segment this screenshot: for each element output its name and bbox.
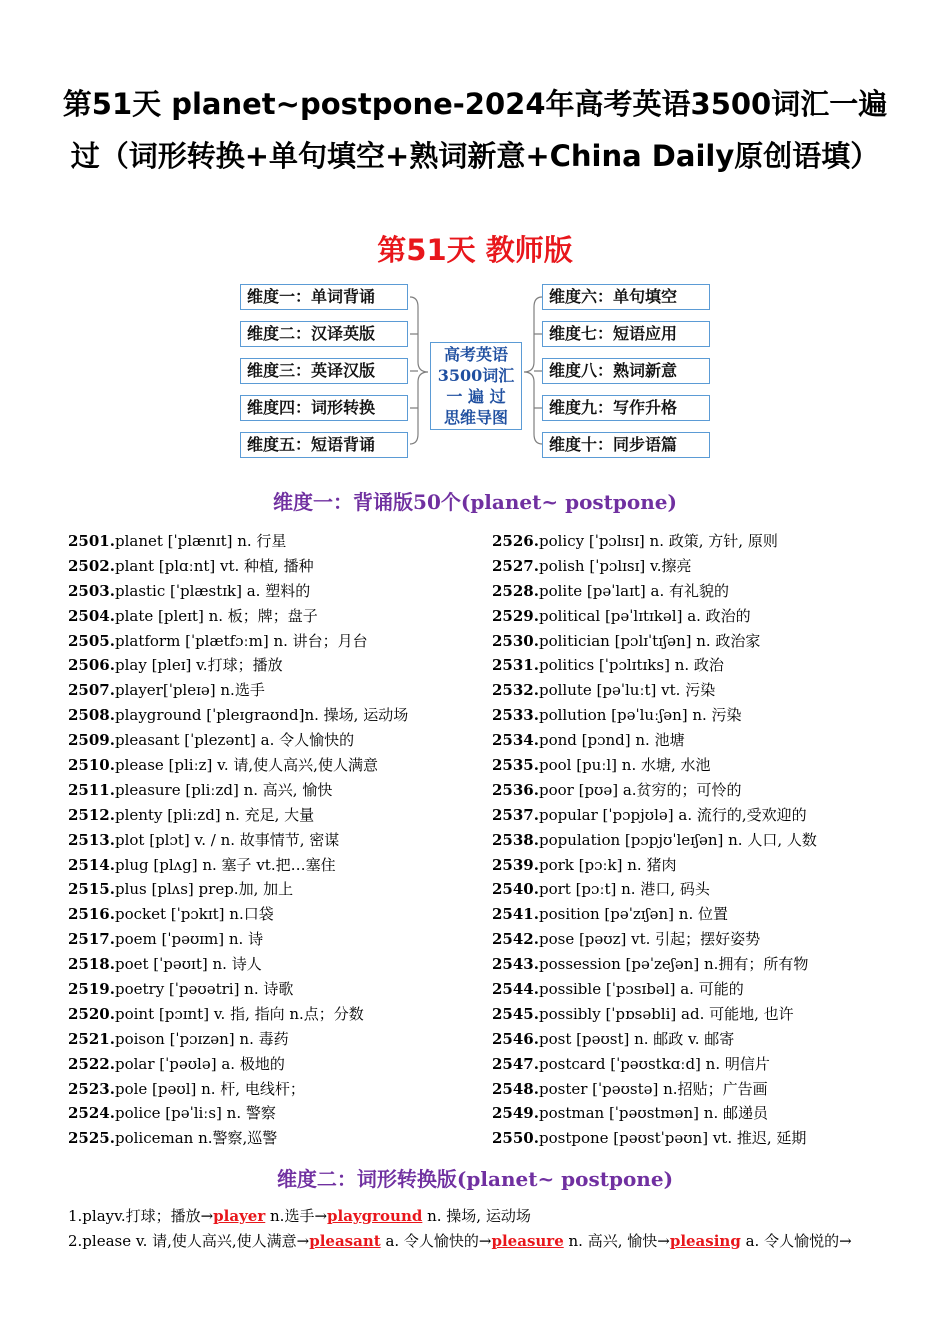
entry-number: 2512. <box>68 805 115 824</box>
vocab-entry <box>492 554 912 579</box>
entry-text: please [pliːz] v. 请,使人高兴,使人满意 <box>114 756 378 775</box>
entry-text: port [pɔːt] n. 港口, 码头 <box>538 880 710 899</box>
entry-number: 2538. <box>492 830 539 849</box>
entry-number: 2514. <box>68 855 115 874</box>
entry-text: possession [pəˈzeʃən] n.拥有；所有物 <box>538 955 809 974</box>
entry-text: possibly [ˈpɒsəbli] ad. 可能地, 也许 <box>538 1004 794 1023</box>
entry-text: politician [pɔlɪˈtɪʃən] n. 政治家 <box>538 631 761 650</box>
entry-text: playground [ˈpleɪgraʊnd]n. 操场, 运动场 <box>114 706 409 725</box>
entry-number: 2507. <box>68 681 115 700</box>
entry-text: postcard [ˈpəʊstkɑːd] n. 明信片 <box>538 1054 770 1073</box>
vocab-entry <box>68 653 488 678</box>
vocab-entry <box>492 1052 912 1077</box>
entry-text: poem [ˈpəʊɪm] n. 诗 <box>114 930 264 949</box>
center-line-2: 3500词汇 <box>437 366 515 385</box>
entry-number: 2547. <box>492 1054 539 1073</box>
entry-text: pollution [pəˈluːʃən] n. 污染 <box>538 706 742 725</box>
entry-text: polar [ˈpəʊlə] a. 极地的 <box>114 1054 285 1073</box>
vocab-entry <box>68 579 488 604</box>
vocab-entry <box>68 1052 488 1077</box>
entry-number: 2515. <box>68 880 115 899</box>
section-2-heading: 维度二：词形转换版(planet~ postpone) <box>276 1167 674 1191</box>
entry-number: 2536. <box>492 780 539 799</box>
vocab-entry <box>68 604 488 629</box>
vocab-entry <box>492 853 912 878</box>
entry-number: 2521. <box>68 1029 115 1048</box>
entry-number: 2539. <box>492 855 539 874</box>
entry-text: plug [plʌg] n. 塞子 vt.把…塞住 <box>114 855 336 874</box>
entry-text: pool [puːl] n. 水塘, 水池 <box>538 756 711 775</box>
entry-text: play [pleɪ] v.打球；播放 <box>114 656 283 675</box>
entry-text: polite [pəˈlaɪt] a. 有礼貌的 <box>538 581 730 600</box>
entry-text: position [pəˈzɪʃən] n. 位置 <box>538 905 728 924</box>
entry-number: 2520. <box>68 1004 115 1023</box>
entry-number: 2541. <box>492 905 539 924</box>
entry-text: pocket [ˈpɔkɪt] n.口袋 <box>114 905 274 924</box>
entry-text: politics [ˈpɔlɪtɪks] n. 政治 <box>538 656 724 675</box>
entry-number: 2516. <box>68 905 115 924</box>
entry-number: 2532. <box>492 681 539 700</box>
entry-number: 2526. <box>492 532 539 550</box>
mind-map-dimension-5: 维度五：短语背诵 <box>240 432 408 458</box>
entry-text: pork [pɔːk] n. 猪肉 <box>538 855 677 874</box>
entry-text: plate [pleɪt] n. 板；牌；盘子 <box>114 606 318 625</box>
vocab-entry <box>492 877 912 902</box>
entry-text: player[ˈpleɪə] n.选手 <box>114 681 265 700</box>
mind-map-dimension-2: 维度二：汉译英版 <box>240 321 408 347</box>
entry-text: population [pɔpjʊˈleɪʃən] n. 人口, 人数 <box>538 830 817 849</box>
entry-number: 2534. <box>492 731 539 750</box>
entry-text: police [pəˈliːs] n. 警察 <box>114 1104 276 1123</box>
entry-number: 2502. <box>68 556 115 575</box>
vocab-entry <box>68 529 488 554</box>
answer-word: pleasant <box>309 1232 381 1250</box>
entry-text: plenty [pliːzd] n. 充足, 大量 <box>114 805 315 824</box>
vocab-entry <box>492 902 912 927</box>
entry-number: 2517. <box>68 930 115 949</box>
mind-map-dimension-4: 维度四：词形转换 <box>240 395 408 421</box>
section-1-heading: 维度一：背诵版50个(planet~ postpone) <box>273 490 677 514</box>
vocab-entry <box>68 803 488 828</box>
entry-number: 2548. <box>492 1079 539 1098</box>
vocab-entry <box>68 778 488 803</box>
word-form-list <box>68 1204 908 1254</box>
mind-map-dimension-8: 维度八：熟词新意 <box>542 358 710 384</box>
entry-text: poison [ˈpɔɪzən] n. 毒药 <box>114 1029 289 1048</box>
vocab-entry <box>68 1126 488 1151</box>
entry-number: 2528. <box>492 581 539 600</box>
entry-text: platform [ˈplætfɔːm] n. 讲台；月台 <box>114 631 368 650</box>
entry-number: 2508. <box>68 706 115 725</box>
entry-text: poet [ˈpəʊɪt] n. 诗人 <box>114 955 262 974</box>
entry-number: 2529. <box>492 606 539 625</box>
entry-number: 2546. <box>492 1029 539 1048</box>
entry-number: 2543. <box>492 955 539 974</box>
vocab-entry <box>68 1077 488 1102</box>
vocab-entry <box>492 927 912 952</box>
entry-text: poster [ˈpəʊstə] n.招贴；广告画 <box>538 1079 768 1098</box>
vocab-entry <box>492 529 912 554</box>
entry-text: plus [plʌs] prep.加, 加上 <box>114 880 294 899</box>
answer-word: pleasing <box>669 1232 741 1250</box>
entry-number: 2518. <box>68 955 115 974</box>
line-text: n. 操场, 运动场 <box>422 1207 531 1225</box>
entry-text: possible [ˈpɔsɪbəl] a. 可能的 <box>538 980 744 999</box>
vocab-entry <box>68 927 488 952</box>
answer-word: pleasure <box>491 1232 564 1250</box>
entry-text: postpone [pəʊstˈpəʊn] vt. 推迟, 延期 <box>538 1129 807 1148</box>
center-line-1: 高考英语 <box>443 345 508 364</box>
entry-text: pleasant [ˈplezənt] a. 令人愉快的 <box>114 731 355 750</box>
entry-text: poor [pʊə] a.贫穷的；可怜的 <box>538 780 742 799</box>
vocab-entry <box>492 977 912 1002</box>
entry-number: 2533. <box>492 706 539 725</box>
entry-text: pond [pɔnd] n. 池塘 <box>538 731 685 750</box>
entry-text: poetry [ˈpəʊətri] n. 诗歌 <box>114 980 294 999</box>
mind-map-center <box>430 342 522 430</box>
entry-text: pole [pəʊl] n. 杆, 电线杆； <box>114 1079 305 1098</box>
mind-map <box>240 282 715 462</box>
entry-number: 2530. <box>492 631 539 650</box>
line-text: n. 高兴, 愉快→ <box>563 1232 670 1250</box>
entry-number: 2544. <box>492 980 539 999</box>
word-form-line-2 <box>68 1229 908 1254</box>
vocab-entry <box>68 877 488 902</box>
entry-text: planet [ˈplænɪt] n. 行星 <box>114 532 287 550</box>
vocab-entry <box>68 629 488 654</box>
entry-number: 2511. <box>68 780 115 799</box>
mind-map-dimension-7: 维度七：短语应用 <box>542 321 710 347</box>
entry-text: policy [ˈpɔlɪsɪ] n. 政策, 方针, 原则 <box>538 532 778 550</box>
vocab-entry <box>492 803 912 828</box>
answer-word: player <box>213 1207 266 1225</box>
vocab-entry <box>68 828 488 853</box>
entry-text: political [pəˈlɪtɪkəl] a. 政治的 <box>538 606 751 625</box>
entry-text: policeman n.警察,巡警 <box>114 1129 278 1148</box>
vocab-entry <box>68 902 488 927</box>
entry-number: 2504. <box>68 606 115 625</box>
vocab-entry <box>68 1002 488 1027</box>
vocab-entry <box>492 778 912 803</box>
entry-number: 2535. <box>492 756 539 775</box>
vocab-entry <box>492 952 912 977</box>
entry-number: 2510. <box>68 756 115 775</box>
vocab-entry <box>492 1126 912 1151</box>
entry-number: 2519. <box>68 980 115 999</box>
vocab-entry <box>492 579 912 604</box>
vocab-entry <box>68 728 488 753</box>
vocab-entry <box>492 629 912 654</box>
entry-number: 2523. <box>68 1079 115 1098</box>
mind-map-dimension-1: 维度一：单词背诵 <box>240 284 408 310</box>
vocab-entry <box>68 1101 488 1126</box>
entry-number: 2525. <box>68 1129 115 1148</box>
vocab-entry <box>492 703 912 728</box>
entry-number: 2513. <box>68 830 115 849</box>
entry-number: 2540. <box>492 880 539 899</box>
vocab-entry <box>492 653 912 678</box>
entry-text: postman [ˈpəʊstmən] n. 邮递员 <box>538 1104 768 1123</box>
line-text: 2.please v. 请,使人高兴,使人满意→ <box>68 1232 310 1250</box>
vocab-list-right <box>492 529 912 1151</box>
edition-subtitle: 第51天 教师版 <box>377 233 573 267</box>
entry-number: 2537. <box>492 805 539 824</box>
entry-number: 2509. <box>68 731 115 750</box>
word-form-line-1 <box>68 1204 908 1229</box>
entry-number: 2527. <box>492 556 539 575</box>
entry-number: 2550. <box>492 1129 539 1148</box>
vocab-entry <box>492 1077 912 1102</box>
vocab-entry <box>492 1002 912 1027</box>
entry-number: 2503. <box>68 581 115 600</box>
entry-text: pose [pəʊz] vt. 引起；摆好姿势 <box>538 930 761 949</box>
line-text: a. 令人愉快的→ <box>380 1232 492 1250</box>
vocab-entry <box>68 678 488 703</box>
entry-number: 2522. <box>68 1054 115 1073</box>
mind-map-dimension-6: 维度六：单句填空 <box>542 284 710 310</box>
center-line-3: 一 遍 过 <box>446 387 506 406</box>
vocab-entry <box>68 554 488 579</box>
line-text: 1.playv.打球；播放→ <box>68 1207 214 1225</box>
entry-text: plant [plɑːnt] vt. 种植, 播种 <box>114 556 314 575</box>
vocab-entry <box>68 853 488 878</box>
entry-text: pleasure [pliːzd] n. 高兴, 愉快 <box>114 780 333 799</box>
vocab-entry <box>492 604 912 629</box>
entry-number: 2545. <box>492 1004 539 1023</box>
answer-word: playground <box>327 1207 423 1225</box>
entry-number: 2531. <box>492 656 539 675</box>
vocab-entry <box>492 753 912 778</box>
vocab-entry <box>68 952 488 977</box>
vocab-list-left <box>68 529 488 1151</box>
vocab-entry <box>68 753 488 778</box>
entry-text: popular [ˈpɔpjʊlə] a. 流行的,受欢迎的 <box>538 805 807 824</box>
entry-text: polish [ˈpɔlɪsɪ] v.擦亮 <box>538 556 692 575</box>
entry-text: post [pəʊst] n. 邮政 v. 邮寄 <box>538 1029 735 1048</box>
vocab-entry <box>492 1101 912 1126</box>
entry-number: 2549. <box>492 1104 539 1123</box>
line-text: a. 令人愉悦的→ <box>740 1232 852 1250</box>
entry-number: 2506. <box>68 656 115 675</box>
entry-text: plot [plɔt] v. / n. 故事情节, 密谋 <box>114 830 340 849</box>
vocab-entry <box>68 703 488 728</box>
entry-number: 2524. <box>68 1104 115 1123</box>
entry-text: point [pɔɪnt] v. 指, 指向 n.点；分数 <box>114 1004 364 1023</box>
mind-map-dimension-3: 维度三：英译汉版 <box>240 358 408 384</box>
entry-number: 2501. <box>68 532 115 550</box>
vocab-entry <box>492 1027 912 1052</box>
entry-number: 2542. <box>492 930 539 949</box>
center-line-4: 思维导图 <box>443 408 508 427</box>
vocab-entry <box>68 1027 488 1052</box>
line-text: n.选手→ <box>265 1207 328 1225</box>
vocab-entry <box>492 728 912 753</box>
vocab-entry <box>492 828 912 853</box>
mind-map-dimension-10: 维度十：同步语篇 <box>542 432 710 458</box>
vocab-entry <box>68 977 488 1002</box>
entry-text: pollute [pəˈluːt] vt. 污染 <box>538 681 716 700</box>
mind-map-dimension-9: 维度九：写作升格 <box>542 395 710 421</box>
page-title: 第51天 planet~postpone-2024年高考英语3500词汇一遍过（词形转换+单句填空+熟词新意+China Daily原创语填） <box>62 87 888 173</box>
entry-text: plastic [ˈplæstɪk] a. 塑料的 <box>114 581 311 600</box>
entry-number: 2505. <box>68 631 115 650</box>
vocab-entry <box>492 678 912 703</box>
